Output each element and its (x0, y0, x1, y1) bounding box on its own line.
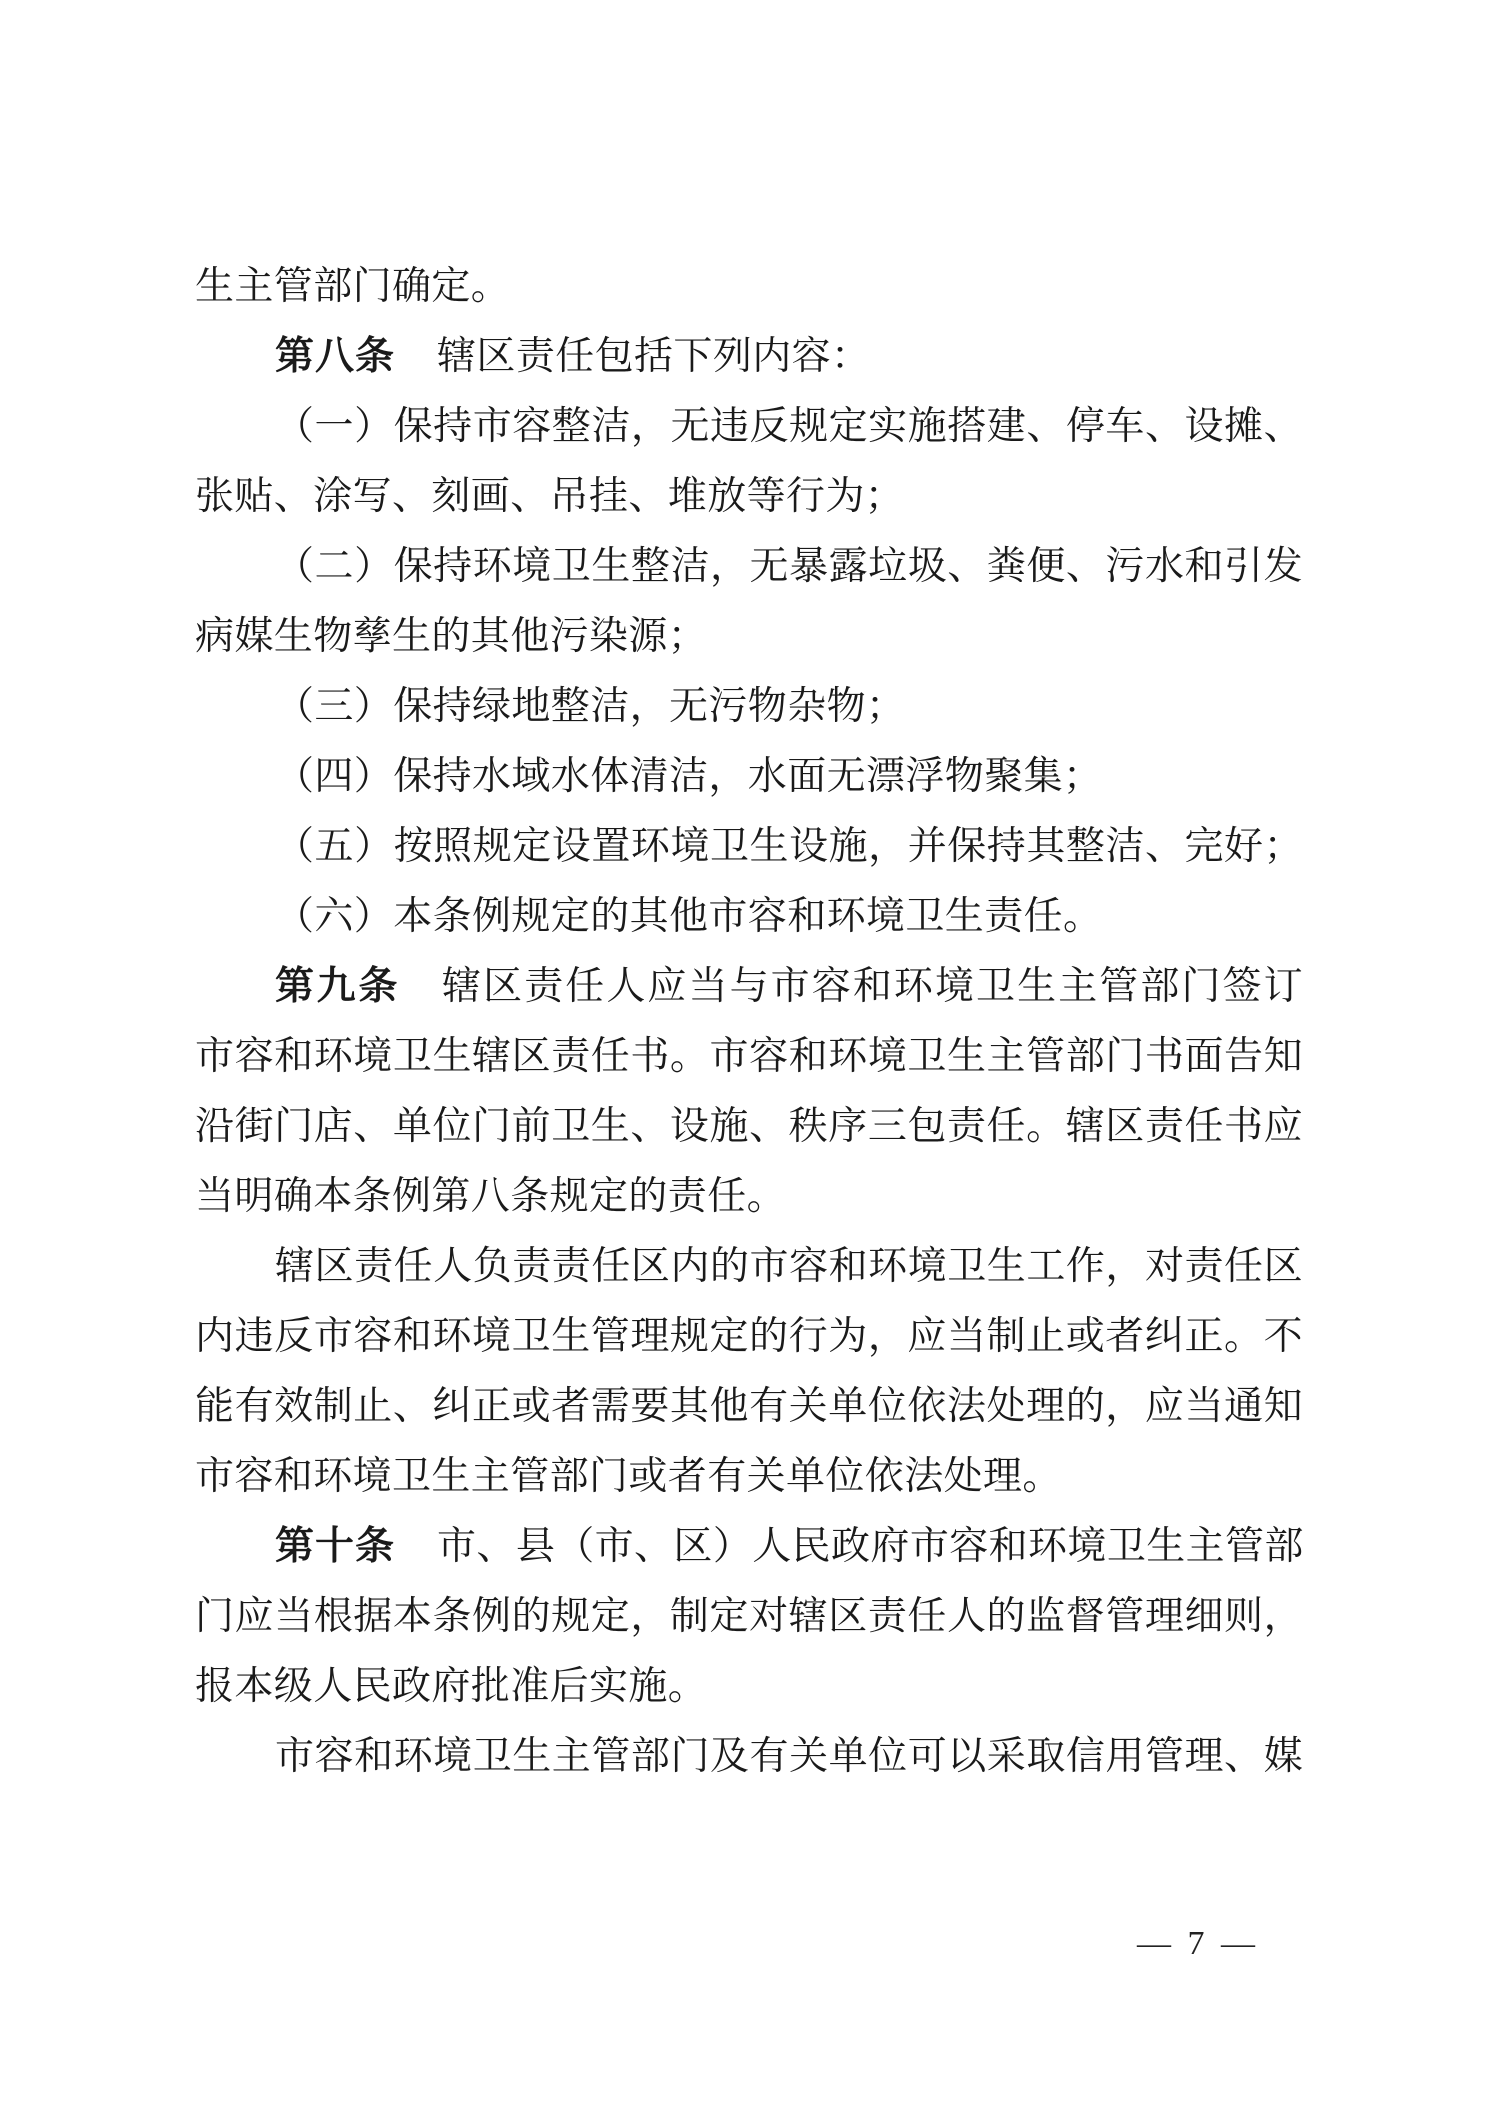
paragraph-line: 病媒生物孳生的其他污染源； (195, 614, 708, 659)
paragraph-line: （五）按照规定设置环境卫生设施，并保持其整洁、完好； (275, 824, 1303, 869)
article-9-heading-line (195, 952, 1303, 1022)
article-number: 第九条 (275, 964, 401, 1009)
paragraph-line: 报本级人民政府批准后实施。 (195, 1664, 708, 1709)
paragraph-line: 能有效制止、纠正或者需要其他有关单位依法处理的，应当通知 (195, 1384, 1303, 1429)
paragraph-line: 当明确本条例第八条规定的责任。 (195, 1174, 787, 1219)
article-8-heading-line (195, 322, 1303, 392)
paragraph-line: （一）保持市容整洁，无违反规定实施搭建、停车、设摊、 (275, 404, 1303, 449)
paragraph-line: 辖区责任人应当与市容和环境卫生主管部门签订 (442, 964, 1303, 1009)
paragraph-line: 市、县（市、区）人民政府市容和环境卫生主管部 (437, 1524, 1304, 1569)
paragraph-line: 市容和环境卫生辖区责任书。市容和环境卫生主管部门书面告知 (195, 1034, 1303, 1079)
article-number: 第十条 (275, 1524, 396, 1569)
paragraph-line: 生主管部门确定。 (195, 264, 511, 309)
paragraph-line: 市容和环境卫生主管部门及有关单位可以采取信用管理、媒 (275, 1734, 1303, 1779)
paragraph-line: 张贴、涂写、刻画、吊挂、堆放等行为； (195, 474, 905, 519)
paragraph-line: 内违反市容和环境卫生管理规定的行为，应当制止或者纠正。不 (195, 1314, 1303, 1359)
article-10-heading-line (195, 1512, 1303, 1582)
paragraph-line: （六）本条例规定的其他市容和环境卫生责任。 (275, 894, 1103, 939)
paragraph-line: 门应当根据本条例的规定，制定对辖区责任人的监督管理细则， (195, 1594, 1303, 1639)
paragraph-line: 辖区责任包括下列内容： (437, 334, 871, 379)
document-body (195, 252, 1303, 1792)
article-number: 第八条 (275, 334, 396, 379)
paragraph-line: （四）保持水域水体清洁，水面无漂浮物聚集； (275, 754, 1103, 799)
page-number: — 7 — (1137, 1925, 1259, 1962)
paragraph-line: 市容和环境卫生主管部门或者有关单位依法处理。 (195, 1454, 1062, 1499)
paragraph-line: 沿街门店、单位门前卫生、设施、秩序三包责任。辖区责任书应 (195, 1104, 1303, 1149)
paragraph-line: 辖区责任人负责责任区内的市容和环境卫生工作，对责任区 (275, 1244, 1303, 1289)
paragraph-line: （三）保持绿地整洁，无污物杂物； (275, 684, 906, 729)
paragraph-line: （二）保持环境卫生整洁，无暴露垃圾、粪便、污水和引发 (275, 544, 1303, 589)
